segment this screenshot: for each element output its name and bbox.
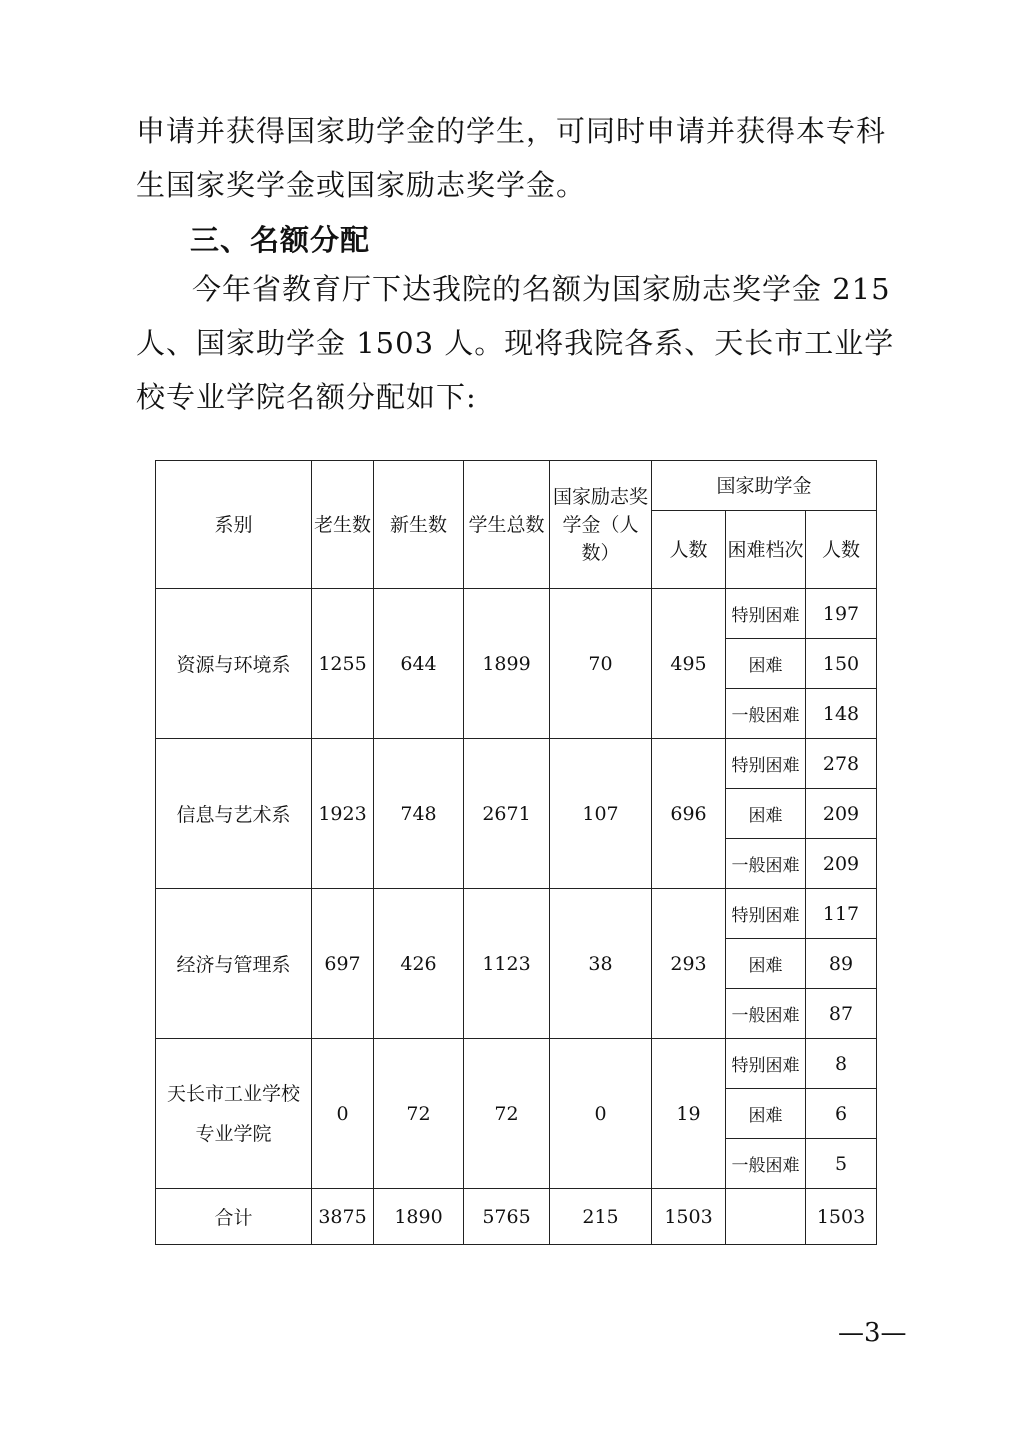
level-count: 5 [806, 1139, 877, 1189]
level-count: 117 [806, 889, 877, 939]
header-level-count: 人数 [806, 511, 877, 589]
inspirational-count: 0 [550, 1039, 652, 1189]
total-grant: 1503 [652, 1189, 726, 1245]
level-count: 197 [806, 589, 877, 639]
inspirational-count: 107 [550, 739, 652, 889]
total-count: 2671 [464, 739, 550, 889]
header-grant-count: 人数 [652, 511, 726, 589]
header-difficulty-level: 困难档次 [726, 511, 806, 589]
level-count: 209 [806, 789, 877, 839]
old-count: 1923 [312, 739, 374, 889]
section-heading: 三、名额分配 [190, 223, 371, 257]
total-level-count: 1503 [806, 1189, 877, 1245]
level-name: 一般困难 [726, 989, 806, 1039]
header-dept: 系别 [156, 461, 312, 589]
grant-count: 495 [652, 589, 726, 739]
dept-name [156, 1039, 312, 1189]
total-students: 5765 [464, 1189, 550, 1245]
level-count: 209 [806, 839, 877, 889]
level-name: 困难 [726, 789, 806, 839]
level-name: 特别困难 [726, 739, 806, 789]
level-name: 困难 [726, 939, 806, 989]
inspirational-count: 38 [550, 889, 652, 1039]
dept-name-line-2: 专业学院 [195, 1122, 272, 1145]
page-number: —3— [838, 1318, 907, 1348]
level-count: 6 [806, 1089, 877, 1139]
level-count: 148 [806, 689, 877, 739]
header-total-students: 学生总数 [464, 461, 550, 589]
new-count: 748 [374, 739, 464, 889]
level-name: 困难 [726, 1089, 806, 1139]
level-count: 8 [806, 1039, 877, 1089]
total-inspirational: 215 [550, 1189, 652, 1245]
paragraph-2: 今年省教育厅下达我院的名额为国家励志奖学金 215 人、国家助学金 1503 人。现将我院各系、天长市工业学校专业学院名额分配如下: [136, 272, 895, 414]
level-name: 特别困难 [726, 889, 806, 939]
level-name: 特别困难 [726, 589, 806, 639]
old-count: 0 [312, 1039, 374, 1189]
level-name: 特别困难 [726, 1039, 806, 1089]
grant-count: 19 [652, 1039, 726, 1189]
new-count: 426 [374, 889, 464, 1039]
total-new: 1890 [374, 1189, 464, 1245]
dept-name: 经济与管理系 [156, 889, 312, 1039]
header-old-students: 老生数 [312, 461, 374, 589]
inspirational-count: 70 [550, 589, 652, 739]
level-count: 278 [806, 739, 877, 789]
level-count: 89 [806, 939, 877, 989]
level-name: 一般困难 [726, 689, 806, 739]
level-count: 87 [806, 989, 877, 1039]
total-count: 72 [464, 1039, 550, 1189]
grant-count: 696 [652, 739, 726, 889]
dept-name-line-1: 天长市工业学校 [166, 1082, 300, 1105]
paragraph-1: 申请并获得国家助学金的学生，可同时申请并获得本专科生国家奖学金或国家励志奖学金。 [136, 114, 887, 202]
new-count: 72 [374, 1039, 464, 1189]
level-count: 150 [806, 639, 877, 689]
total-count: 1899 [464, 589, 550, 739]
level-name: 一般困难 [726, 1139, 806, 1189]
total-label: 合计 [156, 1189, 312, 1245]
old-count: 1255 [312, 589, 374, 739]
new-count: 644 [374, 589, 464, 739]
grant-count: 293 [652, 889, 726, 1039]
old-count: 697 [312, 889, 374, 1039]
dept-name: 资源与环境系 [156, 589, 312, 739]
total-count: 1123 [464, 889, 550, 1039]
header-new-students: 新生数 [374, 461, 464, 589]
level-name: 困难 [726, 639, 806, 689]
total-level-blank [726, 1189, 806, 1245]
dept-name: 信息与艺术系 [156, 739, 312, 889]
total-old: 3875 [312, 1189, 374, 1245]
allocation-table [155, 460, 877, 1245]
header-inspirational: 国家励志奖学金（人数） [550, 461, 652, 589]
level-name: 一般困难 [726, 839, 806, 889]
header-grant-group: 国家助学金 [652, 461, 877, 511]
